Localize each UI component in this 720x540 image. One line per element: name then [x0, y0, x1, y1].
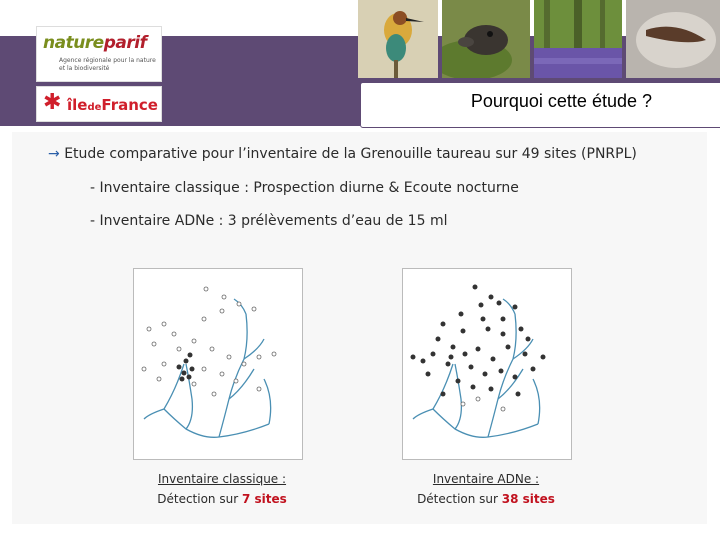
- caption-edna: [386, 469, 586, 509]
- map-classic: [133, 268, 303, 460]
- slide-title: Pourquoi cette étude ?: [470, 91, 652, 111]
- caption-classic-value: 7 sites: [241, 492, 287, 506]
- caption-edna-value: 38 sites: [501, 492, 555, 506]
- caption-classic-title: Inventaire classique :: [157, 472, 287, 486]
- map-edna: [402, 268, 572, 460]
- star-icon: ✱: [43, 90, 62, 115]
- salamander-photo: [626, 0, 720, 78]
- caption-edna-prefix: Détection sur: [417, 492, 502, 506]
- logo-name-main: nature: [43, 33, 104, 53]
- logo-france: France: [101, 96, 158, 114]
- caption-classic: [122, 469, 322, 509]
- bird-photo: [358, 0, 438, 78]
- forest-photo: [534, 0, 622, 78]
- arrow-icon: →: [48, 146, 60, 162]
- logo-subtitle: Agence régionale pour la nature et la biodiversité: [59, 57, 156, 72]
- method-classic: - Inventaire classique : Prospection diurne & Ecoute nocturne: [90, 180, 519, 196]
- logo-name-accent: parif: [103, 33, 147, 53]
- intro-text: Etude comparative pour l’inventaire de la Grenouille taureau sur 49 sites (PNRPL): [64, 146, 637, 162]
- caption-classic-prefix: Détection sur: [157, 492, 242, 506]
- iledefrance-logo: [36, 86, 162, 122]
- shrew-photo: [442, 0, 530, 78]
- naturparif-logo: [36, 26, 162, 82]
- logo-ile: île: [67, 96, 88, 114]
- intro-line: [48, 145, 668, 163]
- caption-edna-title: Inventaire ADNe :: [432, 472, 540, 486]
- method-edna: - Inventaire ADNe : 3 prélèvements d’eau de 15 ml: [90, 213, 448, 229]
- logo-de: de: [87, 102, 102, 113]
